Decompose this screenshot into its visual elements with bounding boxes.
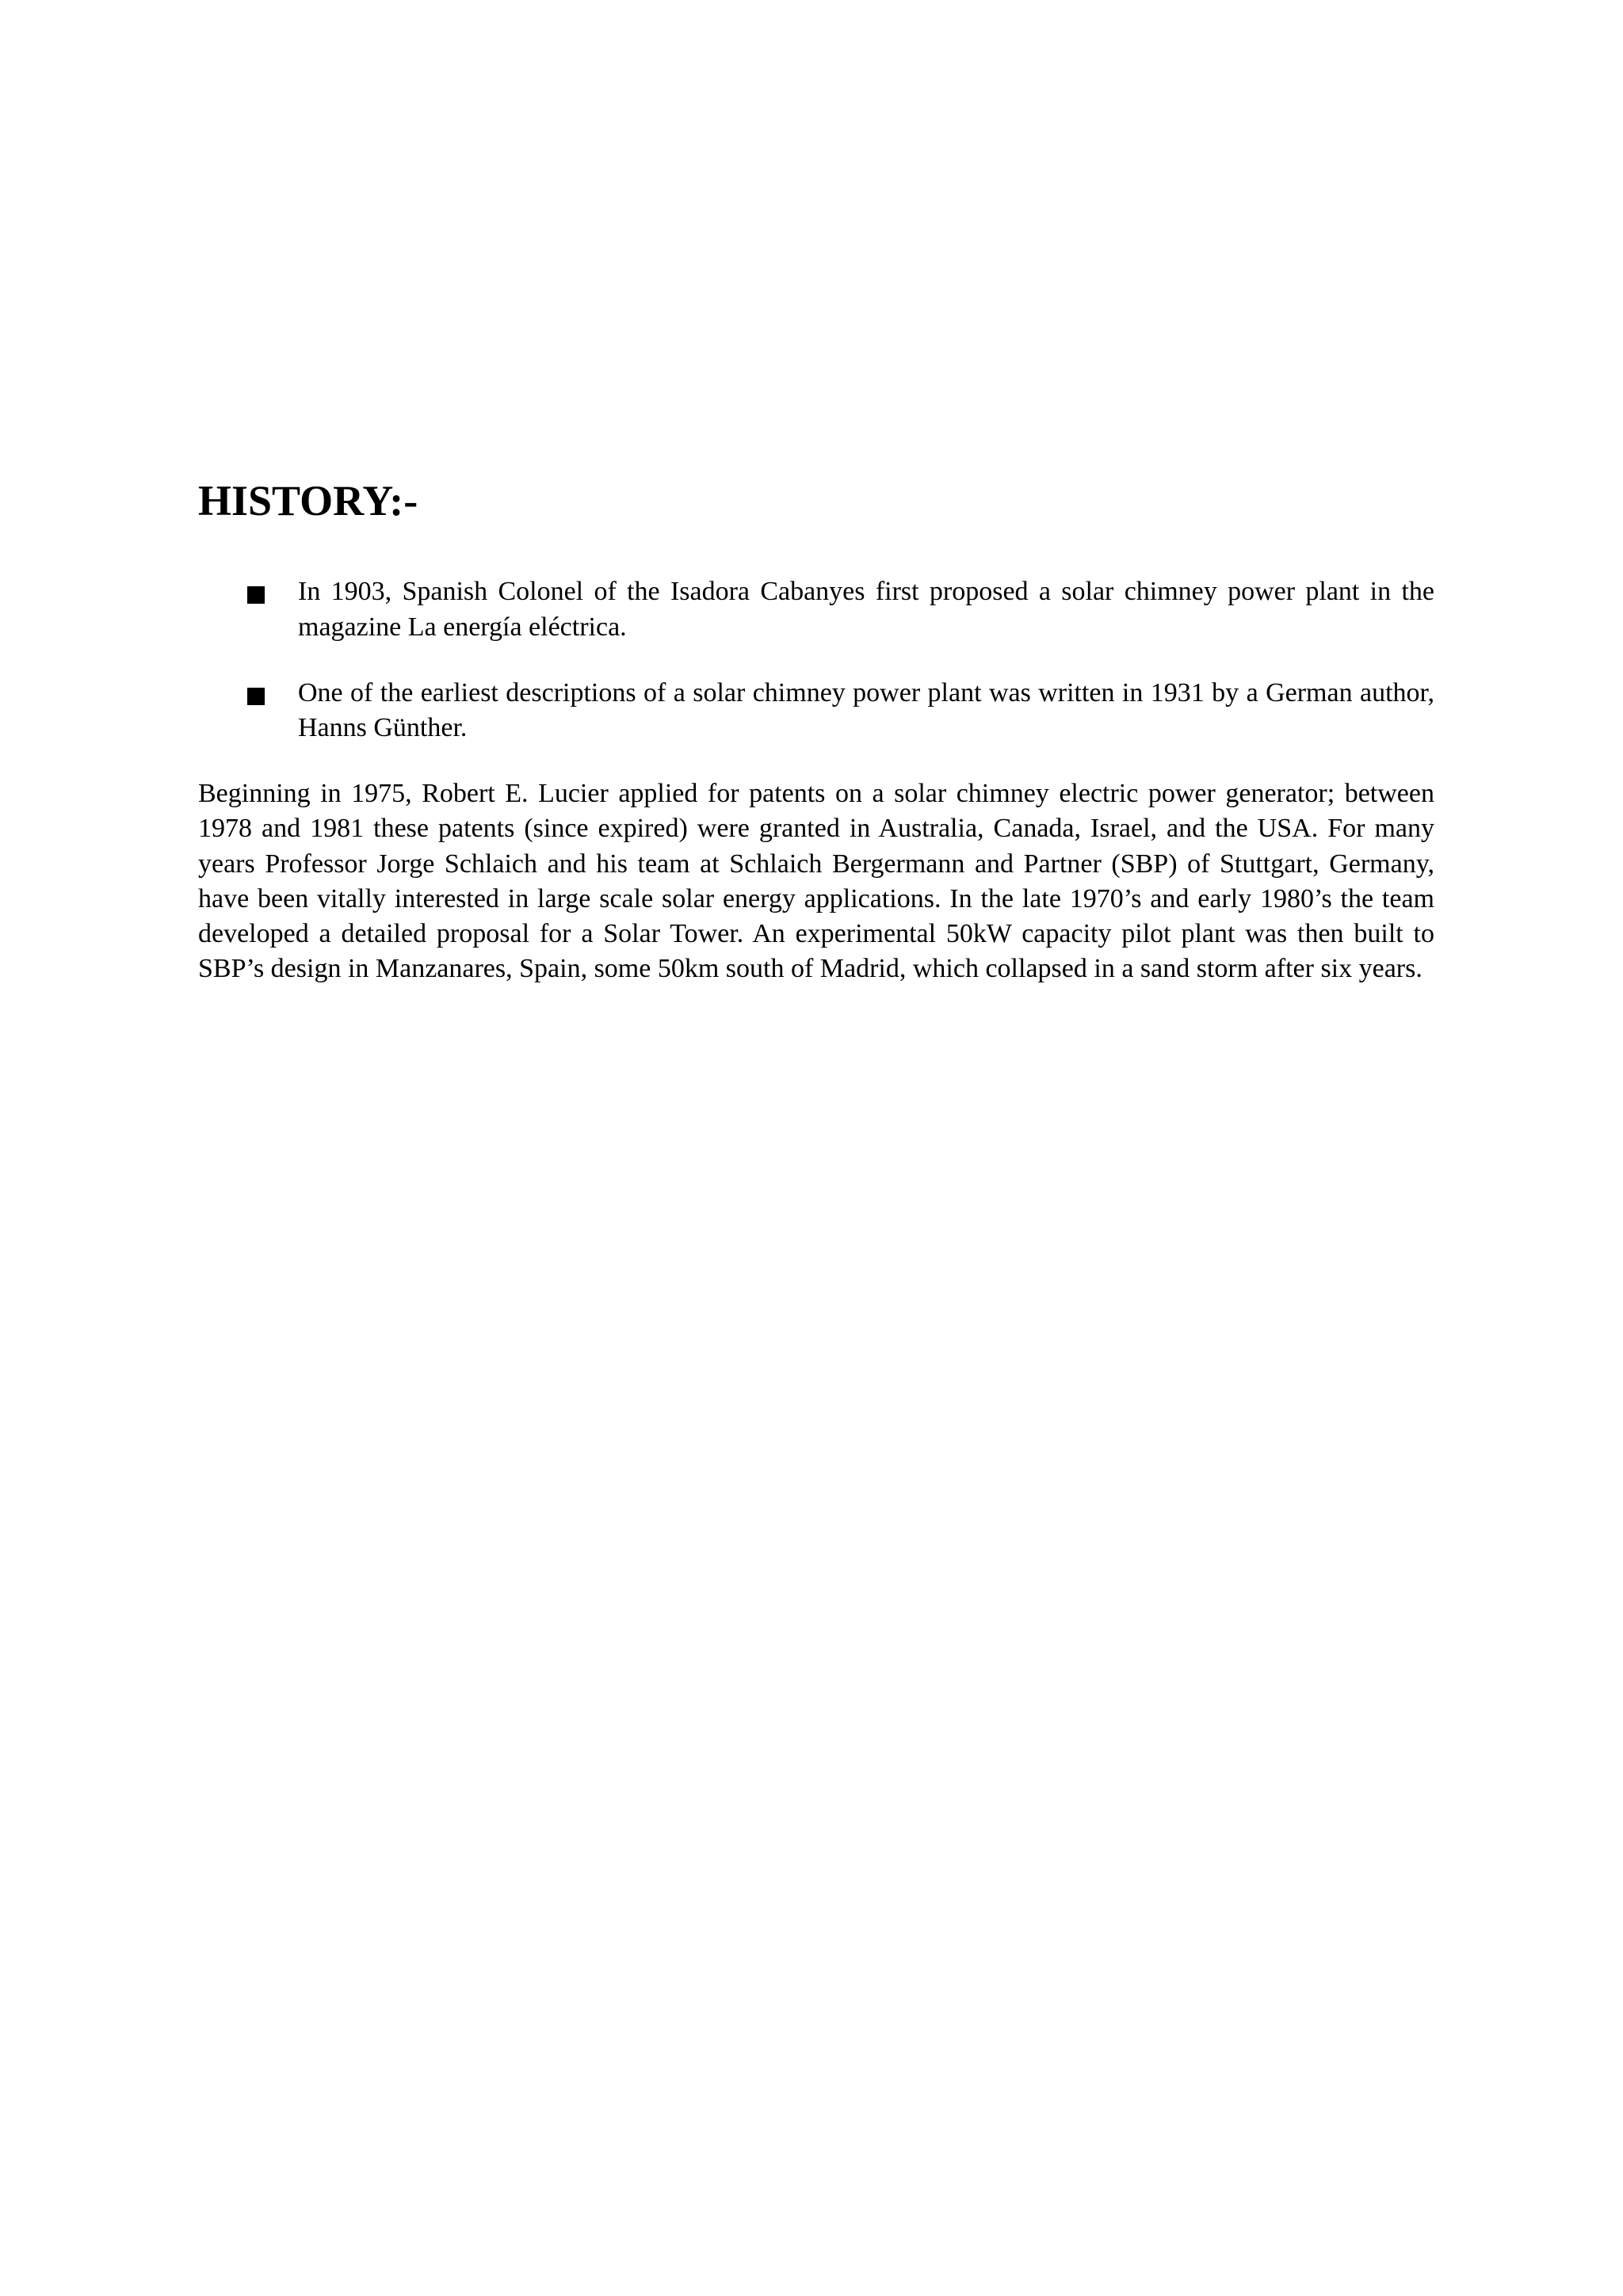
square-bullet-icon	[247, 586, 265, 604]
bullet-item	[247, 574, 1434, 646]
document-content	[198, 475, 1434, 986]
square-bullet-icon	[247, 688, 265, 705]
bullet-list	[198, 574, 1434, 747]
section-heading: HISTORY:-	[198, 477, 418, 524]
body-paragraph: Beginning in 1975, Robert E. Lucier applied for patents on a solar chimney electric power generator; between 1978 and 1981 these patents (since expired) were granted in Australia, Canada, Israel, and the USA. For many years Professor Jorge Schlaich and his team at Schlaich Bergermann and Partner (SBP) of Stuttgart, Germany, have been vitally interested in large scale solar energy applications. In the late 1970’s and early 1980’s the team developed a detailed proposal for a Solar Tower. An experimental 50kW capacity pilot plant was then built to SBP’s design in Manzanares, Spain, some 50km south of Madrid, which collapsed in a sand storm after six years.	[198, 779, 1434, 984]
bullet-item	[247, 676, 1434, 747]
bullet-text: One of the earliest descriptions of a solar chimney power plant was written in 1931 by a German author, Hanns Günther.	[298, 677, 1434, 743]
bullet-text: In 1903, Spanish Colonel of the Isadora Cabanyes first proposed a solar chimney power plant in the magazine La energía eléctrica.	[298, 576, 1434, 642]
